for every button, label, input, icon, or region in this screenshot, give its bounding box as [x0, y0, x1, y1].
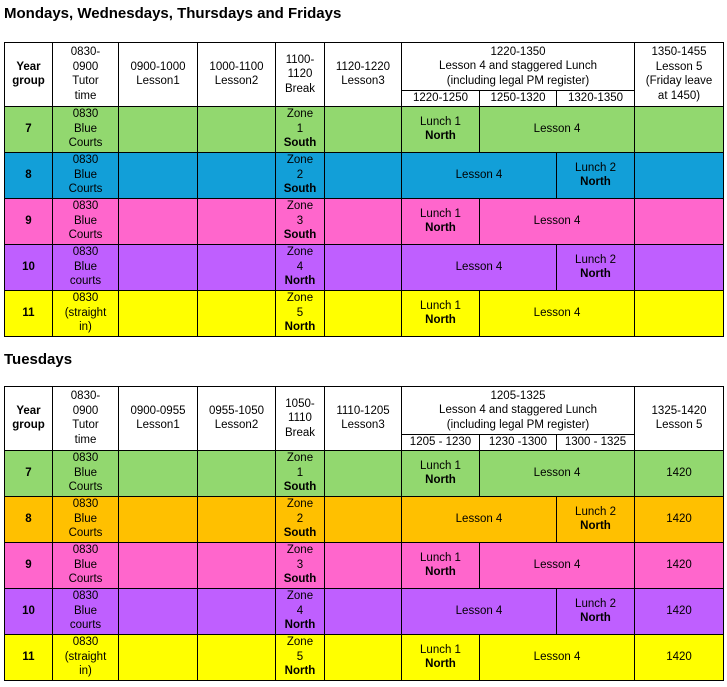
header-lesson1: 0900-1000 Lesson1: [119, 43, 198, 107]
tutor-cell: 0830 (straight in): [53, 290, 119, 336]
lesson1-cell: [119, 496, 198, 542]
break-zone-cell: Zone 5 North: [276, 634, 325, 680]
year-cell: 7: [5, 106, 53, 152]
break-zone-cell: Zone 2 South: [276, 152, 325, 198]
lesson2-cell: [198, 106, 276, 152]
sub-time-3: 1320-1350: [557, 91, 635, 107]
header-lesson3: 1120-1220 Lesson3: [325, 43, 402, 107]
year-cell: 8: [5, 152, 53, 198]
header-year-group: Year group: [5, 43, 53, 107]
lesson5-cell: 1420: [635, 450, 724, 496]
lunch-cell: Lunch 1 North: [402, 198, 480, 244]
lesson5-cell: 1420: [635, 542, 724, 588]
break-zone-cell: Zone 2 South: [276, 496, 325, 542]
year-cell: 11: [5, 634, 53, 680]
lesson4-cell: Lesson 4: [402, 244, 557, 290]
year-cell: 9: [5, 198, 53, 244]
lesson5-cell: [635, 106, 724, 152]
lesson5-cell: [635, 290, 724, 336]
header-row: [5, 43, 724, 91]
lesson3-cell: [325, 198, 402, 244]
lunch-cell: Lunch 2 North: [557, 496, 635, 542]
header-lesson5: 1350-1455 Lesson 5 (Friday leave at 1450): [635, 43, 724, 107]
header-lunch-block: 1220-1350 Lesson 4 and staggered Lunch (including legal PM register): [402, 43, 635, 91]
lesson2-cell: [198, 634, 276, 680]
lesson2-cell: [198, 198, 276, 244]
year-row-8: [5, 152, 724, 198]
lesson2-cell: [198, 542, 276, 588]
header-break: 1100- 1120 Break: [276, 43, 325, 107]
lesson1-cell: [119, 542, 198, 588]
lesson1-cell: [119, 106, 198, 152]
year-cell: 7: [5, 450, 53, 496]
lesson3-cell: [325, 588, 402, 634]
tutor-cell: 0830 Blue courts: [53, 588, 119, 634]
tutor-cell: 0830 Blue Courts: [53, 496, 119, 542]
tutor-cell: 0830 Blue Courts: [53, 198, 119, 244]
lesson4-cell: Lesson 4: [402, 496, 557, 542]
lesson1-cell: [119, 290, 198, 336]
schedule-title: Tuesdays: [4, 351, 73, 368]
lunch-cell: Lunch 1 North: [402, 290, 480, 336]
year-row-9: [5, 542, 724, 588]
lesson1-cell: [119, 588, 198, 634]
lesson4-cell: Lesson 4: [402, 588, 557, 634]
sub-time-2: 1230 -1300: [480, 435, 557, 451]
lesson3-cell: [325, 542, 402, 588]
header-lesson1: 0900-0955 Lesson1: [119, 387, 198, 451]
year-cell: 10: [5, 244, 53, 290]
lesson3-cell: [325, 634, 402, 680]
lesson1-cell: [119, 198, 198, 244]
break-zone-cell: Zone 3 South: [276, 198, 325, 244]
lesson4-cell: Lesson 4: [402, 152, 557, 198]
year-row-10: [5, 588, 724, 634]
lesson4-cell: Lesson 4: [480, 198, 635, 244]
lesson5-cell: [635, 198, 724, 244]
break-zone-cell: Zone 5 North: [276, 290, 325, 336]
lesson4-cell: Lesson 4: [480, 290, 635, 336]
header-lesson3: 1110-1205 Lesson3: [325, 387, 402, 451]
lesson1-cell: [119, 152, 198, 198]
year-cell: 10: [5, 588, 53, 634]
lesson1-cell: [119, 244, 198, 290]
year-row-7: [5, 106, 724, 152]
sub-time-1: 1220-1250: [402, 91, 480, 107]
header-lesson2: 0955-1050 Lesson2: [198, 387, 276, 451]
lesson1-cell: [119, 634, 198, 680]
header-break: 1050- 1110 Break: [276, 387, 325, 451]
sub-time-3: 1300 - 1325: [557, 435, 635, 451]
tutor-cell: 0830 Blue Courts: [53, 152, 119, 198]
lesson3-cell: [325, 106, 402, 152]
lunch-cell: Lunch 1 North: [402, 542, 480, 588]
header-tutor-time: 0830- 0900 Tutor time: [53, 387, 119, 451]
lesson4-cell: Lesson 4: [480, 106, 635, 152]
lesson2-cell: [198, 152, 276, 198]
lesson3-cell: [325, 244, 402, 290]
lesson4-cell: Lesson 4: [480, 450, 635, 496]
lesson2-cell: [198, 244, 276, 290]
timetable-table: [4, 386, 724, 681]
sub-time-1: 1205 - 1230: [402, 435, 480, 451]
tutor-cell: 0830 (straight in): [53, 634, 119, 680]
tutor-cell: 0830 Blue courts: [53, 244, 119, 290]
lunch-cell: Lunch 1 North: [402, 634, 480, 680]
year-cell: 9: [5, 542, 53, 588]
lesson3-cell: [325, 496, 402, 542]
lesson3-cell: [325, 152, 402, 198]
break-zone-cell: Zone 4 North: [276, 244, 325, 290]
header-tutor-time: 0830- 0900 Tutor time: [53, 43, 119, 107]
lunch-cell: Lunch 2 North: [557, 244, 635, 290]
lesson5-cell: 1420: [635, 634, 724, 680]
lesson4-cell: Lesson 4: [480, 542, 635, 588]
lesson4-cell: Lesson 4: [480, 634, 635, 680]
break-zone-cell: Zone 1 South: [276, 450, 325, 496]
lesson5-cell: [635, 244, 724, 290]
tutor-cell: 0830 Blue Courts: [53, 450, 119, 496]
tutor-cell: 0830 Blue Courts: [53, 106, 119, 152]
lunch-cell: Lunch 1 North: [402, 450, 480, 496]
lesson5-cell: 1420: [635, 496, 724, 542]
lesson3-cell: [325, 450, 402, 496]
sub-time-2: 1250-1320: [480, 91, 557, 107]
lesson2-cell: [198, 450, 276, 496]
lunch-cell: Lunch 1 North: [402, 106, 480, 152]
lesson3-cell: [325, 290, 402, 336]
year-row-11: [5, 290, 724, 336]
lesson5-cell: 1420: [635, 588, 724, 634]
lesson5-cell: [635, 152, 724, 198]
lunch-cell: Lunch 2 North: [557, 152, 635, 198]
year-row-8: [5, 496, 724, 542]
lesson2-cell: [198, 496, 276, 542]
year-cell: 8: [5, 496, 53, 542]
break-zone-cell: Zone 4 North: [276, 588, 325, 634]
year-cell: 11: [5, 290, 53, 336]
lunch-cell: Lunch 2 North: [557, 588, 635, 634]
lesson1-cell: [119, 450, 198, 496]
header-year-group: Year group: [5, 387, 53, 451]
header-lesson2: 1000-1100 Lesson2: [198, 43, 276, 107]
tutor-cell: 0830 Blue Courts: [53, 542, 119, 588]
year-row-10: [5, 244, 724, 290]
header-row: [5, 387, 724, 435]
year-row-11: [5, 634, 724, 680]
lesson2-cell: [198, 290, 276, 336]
year-row-9: [5, 198, 724, 244]
break-zone-cell: Zone 3 South: [276, 542, 325, 588]
lesson2-cell: [198, 588, 276, 634]
timetable-table: [4, 42, 724, 337]
header-lunch-block: 1205-1325 Lesson 4 and staggered Lunch (including legal PM register): [402, 387, 635, 435]
header-lesson5: 1325-1420 Lesson 5: [635, 387, 724, 451]
break-zone-cell: Zone 1 South: [276, 106, 325, 152]
schedule-title: Mondays, Wednesdays, Thursdays and Fridays: [4, 5, 342, 22]
year-row-7: [5, 450, 724, 496]
